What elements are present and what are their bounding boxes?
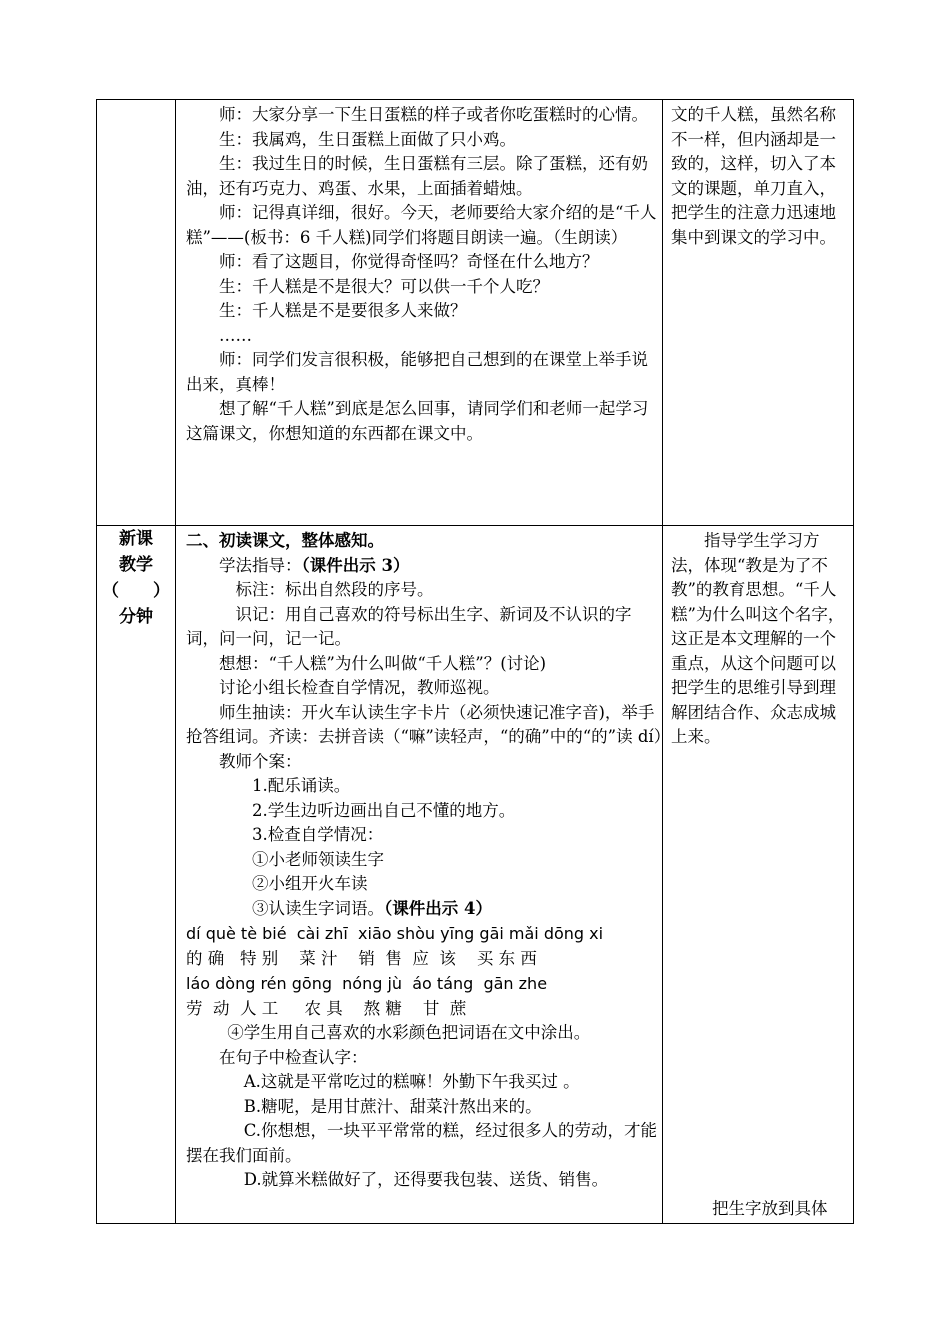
read-line: 师生抽读：开火车认读生字卡片（必须快速记准字音)，举手抢答组词。齐读：去拼音读（“嘛”读轻声，“的确”中的“的”读 dí） — [186, 702, 671, 746]
dialogue-line: 生：千人糕是不是要很多人来做？ — [219, 301, 467, 320]
label-line: 新课 — [119, 529, 153, 549]
dialogue-line: 想了解“千人糕”到底是怎么回事，请同学们和老师一起学习这篇课文，你想知道的东西都在课文中。 — [186, 399, 649, 443]
row2-content-cell — [176, 526, 671, 1224]
courseware-tag: （课件出示 4） — [384, 898, 492, 918]
sentence-line: C.你想想，一块平平常常的糕，经过很多人的劳动，才能摆在我们面前。 — [186, 1121, 658, 1165]
plan-item-text: ③认读生字词语。 — [252, 898, 384, 918]
courseware-tag: （课件出示 3） — [301, 555, 410, 575]
plan-item — [186, 897, 662, 922]
row1-label-cell — [97, 100, 176, 526]
check-title: 在句子中检查认字： — [219, 1047, 368, 1067]
label-line: （ ） — [102, 581, 170, 601]
plan-item: ①小老师领读生字 — [252, 849, 384, 869]
hanzi-line: 的 确 特 别 菜 汁 销 售 应 该 买 东 西 — [186, 949, 537, 968]
dialogue-line: 师：大家分享一下生日蛋糕的样子或者你吃蛋糕时的心情。 — [219, 105, 648, 124]
think-line: 想想：“千人糕”为什么叫做“千人糕”？(讨论) — [219, 653, 547, 673]
table-row — [97, 100, 854, 526]
lesson-plan-table — [96, 99, 854, 1224]
plan-title: 教师个案： — [219, 751, 302, 771]
hanzi-line: 劳 动 人 工 农 具 熬 糖 甘 蔗 — [186, 999, 467, 1018]
pinyin-line: láo dòng rén gōng nóng jù áo táng gān zhe — [186, 974, 548, 993]
plan-item: 2.学生边听边画出自己不懂的地方。 — [252, 800, 516, 820]
sentence-line: B.糖呢，是用甘蔗汁、甜菜汁熬出来的。 — [243, 1096, 542, 1116]
sentence-line: D.就算米糕做好了，还得要我包装、送货、销售。 — [243, 1170, 609, 1189]
label-line: 分钟 — [119, 607, 153, 627]
mark-line: 标注：标出自然段的序号。 — [235, 580, 434, 599]
guide-label: 学法指导： — [219, 555, 302, 575]
row1-content-cell — [176, 100, 663, 526]
dialogue-line: 生：我属鸡，生日蛋糕上面做了只小鸡。 — [219, 129, 516, 149]
dialogue-line: 师：记得真详细，很好。今天，老师要给大家介绍的是“千人糕”——(板书：6 千人糕)同学们将题目朗读一遍。（生朗读） — [186, 203, 657, 247]
plan-item: ②小组开火车读 — [252, 874, 368, 893]
plan-item: 1.配乐诵读。 — [252, 776, 351, 795]
discuss-line: 讨论小组长检查自学情况，教师巡视。 — [219, 678, 500, 697]
label-line: 教学 — [119, 555, 153, 575]
pinyin-line: dí què tè bié cài zhī xiāo shòu yīng gāi mǎi dōng xi — [186, 924, 604, 943]
plan-item: 3.检查自学情况： — [252, 825, 384, 844]
dialogue-line: 生：我过生日的时候，生日蛋糕有三层。除了蛋糕，还有奶油，还有巧克力、鸡蛋、水果，上面插着蜡烛。 — [186, 154, 648, 198]
paint-line: ④学生用自己喜欢的水彩颜色把词语在文中涂出。 — [227, 1023, 591, 1042]
guide-line — [186, 554, 662, 579]
row2-note-cell — [663, 526, 854, 1224]
row1-note-cell — [663, 100, 854, 526]
section-heading: 二、初读课文，整体感知。 — [186, 531, 384, 550]
design-note: 文的千人糕，虽然名称不一样，但内涵却是一致的，这样，切入了本文的课题，单刀直入，把学生的注意力迅速地集中到课文的学习中。 — [671, 105, 836, 247]
dialogue-line: 师：看了这题目，你觉得奇怪吗？奇怪在什么地方？ — [219, 252, 599, 271]
design-note-continued: 把生字放到具体 — [712, 1198, 828, 1218]
design-note: 指导学生学习方法，体现“教是为了不教”的教育思想。“千人糕”为什么叫这个名字，这正是本文理解的一个重点，从这个问题可以把学生的思维引导到理解团结合作、众志成城上来。 — [671, 531, 845, 746]
dialogue-line: 生：千人糕是不是很大？可以供一千个人吃？ — [219, 276, 549, 296]
remember-line: 识记：用自己喜欢的符号标出生字、新词及不认识的字词，问一问，记一记。 — [186, 604, 632, 648]
table-row — [97, 526, 854, 1224]
row2-label-cell — [97, 526, 176, 1224]
section-label — [97, 526, 175, 630]
ellipsis: …… — [219, 325, 252, 345]
sentence-line: A.这就是平常吃过的糕嘛！外勤下午我买过 。 — [243, 1072, 580, 1091]
dialogue-line: 师：同学们发言很积极，能够把自己想到的在课堂上举手说出来，真棒！ — [186, 350, 648, 394]
